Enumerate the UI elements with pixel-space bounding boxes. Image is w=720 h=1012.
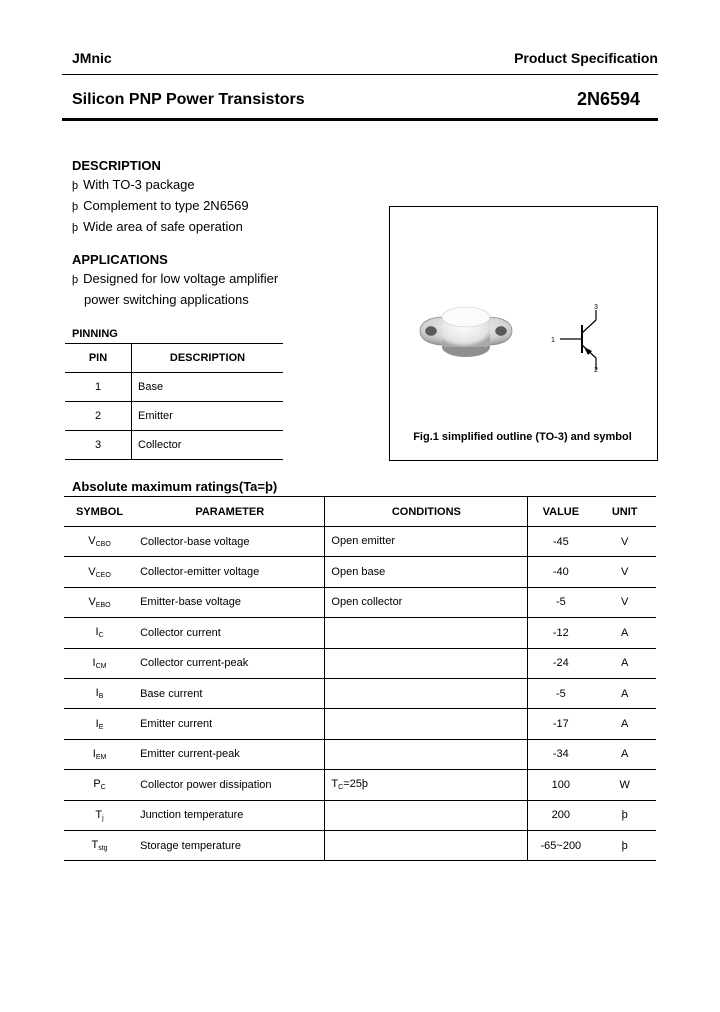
pin-label-collector: 3 (594, 304, 598, 311)
parameter-cell: Emitter-base voltage (135, 587, 325, 617)
unit-cell: A (621, 748, 629, 761)
condition-subscript: C (338, 784, 344, 792)
table-row (65, 431, 283, 460)
conditions-cell: Open collector (325, 587, 528, 617)
ratings-title: Absolute maximum ratings(Ta=þ) (72, 479, 278, 494)
symbol-cell: $P_C$ (93, 778, 106, 792)
conditions-cell (325, 800, 528, 830)
unit-cell: V (621, 596, 629, 609)
parameter-cell: Base current (135, 678, 325, 708)
unit-cell: þ (621, 809, 628, 822)
value-cell: 200 (551, 809, 571, 822)
symbol-cell: $V_{CBO}$ (88, 535, 111, 549)
table-row (64, 739, 656, 769)
unit-cell: W (619, 778, 630, 791)
conditions-cell (325, 739, 528, 769)
symbol-subscript: CM (95, 662, 107, 670)
parameter-cell: Collector-base voltage (135, 527, 325, 557)
bullet-mark: þ (72, 274, 79, 286)
symbol-subscript: E (98, 723, 104, 731)
parameter-header: PARAMETER (135, 497, 325, 527)
list-item: þ With TO-3 package (72, 177, 195, 192)
parameter-cell: Collector power dissipation (135, 770, 325, 800)
symbol-subscript: C (100, 784, 106, 792)
value-cell: -17 (552, 718, 569, 731)
pin-number: 3 (65, 431, 132, 460)
conditions-cell (325, 709, 528, 739)
table-row (64, 770, 656, 800)
applications-list (72, 269, 278, 309)
page-title: Silicon PNP Power Transistors (72, 91, 305, 108)
symbol-subscript: stg (98, 845, 108, 853)
conditions-cell (325, 648, 528, 678)
conditions-cell: $T_C=25þ$ (325, 770, 528, 800)
description-header: DESCRIPTION (169, 352, 246, 364)
description-heading: DESCRIPTION (72, 158, 161, 173)
table-row (64, 527, 656, 557)
pinning-heading: PINNING (72, 328, 118, 340)
table-header-row (64, 497, 656, 527)
title-rule (62, 118, 658, 121)
symbol-header: SYMBOL (76, 505, 124, 518)
value-cell: -45 (552, 535, 569, 548)
value-cell: -24 (552, 657, 569, 670)
description-list (72, 175, 249, 238)
unit-header: UNIT (611, 505, 638, 518)
document-type: Product Specification (514, 50, 658, 66)
symbol-cell: $I_{EM}$ (92, 747, 107, 761)
value-cell: 100 (551, 778, 571, 791)
symbol-cell: $V_{EBO}$ (88, 595, 111, 609)
table-row (65, 373, 283, 402)
value-header: VALUE (542, 505, 580, 518)
pin-label-base: 1 (551, 337, 555, 344)
table-row (64, 587, 656, 617)
company-name: JMnic (72, 50, 112, 66)
value-cell: -34 (552, 748, 569, 761)
table-row (64, 800, 656, 830)
list-item-continuation: power switching applications (84, 292, 249, 307)
conditions-cell (325, 678, 528, 708)
parameter-cell: Collector current-peak (135, 648, 325, 678)
list-item: þ Wide area of safe operation (72, 219, 243, 234)
table-row (64, 618, 656, 648)
pin-label-emitter: 2 (594, 367, 598, 374)
parameter-cell: Collector current (135, 618, 325, 648)
conditions-cell (325, 618, 528, 648)
bullet-mark: þ (72, 222, 79, 234)
bullet-mark: þ (72, 201, 79, 213)
value-cell: -12 (552, 626, 569, 639)
list-item: þ Complement to type 2N6569 (72, 198, 249, 213)
unit-cell: A (621, 687, 629, 700)
pin-number: 2 (65, 402, 132, 431)
parameter-cell: Collector-emitter voltage (135, 557, 325, 587)
ratings-table (64, 496, 656, 861)
parameter-cell: Emitter current-peak (135, 739, 325, 769)
symbol-subscript: B (98, 693, 104, 701)
symbol-subscript: EM (95, 753, 107, 761)
to3-package-image (410, 295, 522, 367)
pinning-table (65, 343, 283, 460)
symbol-subscript: j (102, 814, 104, 822)
conditions-cell: Open emitter (325, 527, 528, 557)
unit-cell: A (621, 626, 629, 639)
table-row (64, 709, 656, 739)
symbol-cell: $I_C$ (95, 626, 104, 640)
unit-cell: V (621, 535, 629, 548)
value-cell: -5 (555, 596, 566, 609)
table-row (64, 557, 656, 587)
unit-cell: V (621, 566, 629, 579)
list-item: þ Designed for low voltage amplifier (72, 271, 279, 286)
pin-number: 1 (65, 373, 132, 402)
parameter-cell: Emitter current (135, 709, 325, 739)
unit-cell: A (621, 718, 629, 731)
symbol-cell: $I_E$ (95, 717, 104, 731)
header-rule (62, 74, 658, 75)
symbol-subscript: C (98, 632, 104, 640)
symbol-cell: $T_j$ (95, 808, 104, 822)
conditions-cell (325, 830, 528, 860)
pnp-transistor-symbol (548, 300, 610, 378)
symbol-subscript: CEO (95, 571, 111, 579)
symbol-cell: $T_{stg}$ (91, 839, 108, 853)
symbol-cell: $V_{CEO}$ (88, 565, 111, 579)
pin-description: Base (138, 381, 164, 393)
value-cell: -5 (555, 687, 566, 700)
parameter-cell: Storage temperature (135, 830, 325, 860)
table-row (64, 678, 656, 708)
unit-cell: þ (621, 839, 628, 852)
table-row (65, 402, 283, 431)
pin-header: PIN (65, 344, 132, 373)
table-row (64, 648, 656, 678)
bullet-mark: þ (72, 180, 79, 192)
part-number: 2N6594 (576, 89, 640, 109)
conditions-cell: Open base (325, 557, 528, 587)
symbol-subscript: CBO (95, 541, 111, 549)
table-header-row (65, 344, 283, 373)
figure-caption: Fig.1 simplified outline (TO-3) and symbol (413, 431, 632, 443)
unit-cell: A (621, 657, 629, 670)
symbol-cell: $I_B$ (95, 687, 104, 701)
applications-heading: APPLICATIONS (72, 252, 168, 267)
conditions-header: CONDITIONS (325, 497, 528, 527)
table-row (64, 830, 656, 860)
parameter-cell: Junction temperature (135, 800, 325, 830)
value-cell: -65~200 (540, 839, 582, 852)
symbol-subscript: EBO (95, 601, 111, 609)
symbol-cell: $I_{CM}$ (92, 656, 107, 670)
value-cell: -40 (552, 566, 569, 579)
pin-description: Collector (138, 439, 182, 451)
pin-description: Emitter (138, 410, 173, 422)
